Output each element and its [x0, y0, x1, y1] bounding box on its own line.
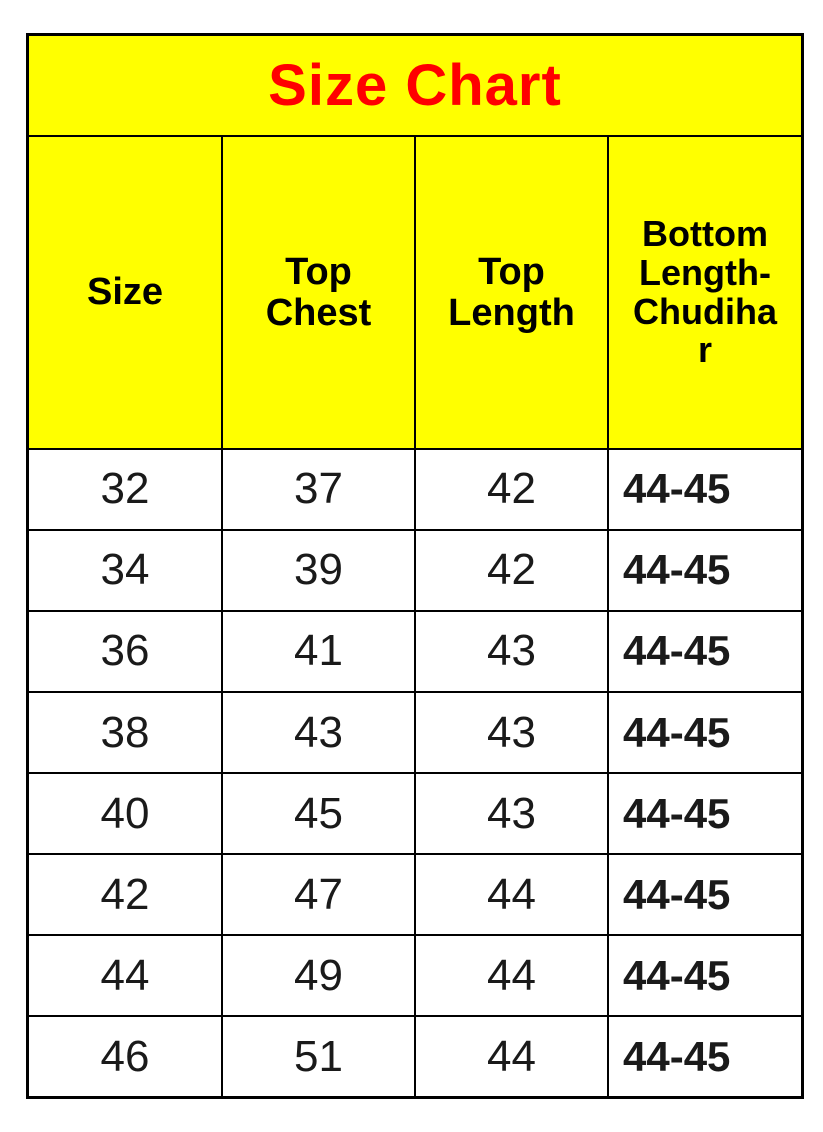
table-row [29, 530, 801, 611]
cell-size: 46 [29, 1016, 222, 1096]
cell-top-length: 44 [415, 1016, 608, 1096]
cell-top-length: 44 [415, 935, 608, 1016]
cell-top-chest: 39 [222, 530, 415, 611]
cell-top-chest: 41 [222, 611, 415, 692]
table-row [29, 449, 801, 530]
cell-bottom-length: 44-45 [608, 773, 801, 854]
column-header-top-chest-line1: Top [285, 250, 352, 293]
cell-size: 38 [29, 692, 222, 773]
cell-top-chest: 37 [222, 449, 415, 530]
table-row [29, 773, 801, 854]
column-header-top-length [415, 136, 608, 449]
column-header-top-chest-line2: Chest [265, 291, 372, 334]
table-row [29, 1016, 801, 1096]
cell-top-chest: 45 [222, 773, 415, 854]
column-header-bottom-line1: Bottom [642, 212, 768, 254]
column-header-top-chest [222, 136, 415, 449]
cell-top-chest: 49 [222, 935, 415, 1016]
table-row [29, 692, 801, 773]
column-header-top-length-line1: Top [478, 250, 545, 293]
cell-top-length: 44 [415, 854, 608, 935]
column-header-bottom-line3: Chudiha [633, 290, 777, 332]
cell-size: 34 [29, 530, 222, 611]
cell-size: 40 [29, 773, 222, 854]
column-header-size-line1: Size [86, 271, 164, 314]
cell-bottom-length: 44-45 [608, 854, 801, 935]
column-header-top-length-line2: Length [448, 291, 575, 334]
size-chart-container [26, 33, 804, 1099]
cell-bottom-length: 44-45 [608, 449, 801, 530]
cell-top-chest: 47 [222, 854, 415, 935]
cell-bottom-length: 44-45 [608, 1016, 801, 1096]
cell-bottom-length: 44-45 [608, 692, 801, 773]
column-header-size [29, 136, 222, 449]
cell-bottom-length: 44-45 [608, 935, 801, 1016]
header-row [29, 136, 801, 449]
cell-size: 44 [29, 935, 222, 1016]
table-row [29, 935, 801, 1016]
cell-top-length: 43 [415, 773, 608, 854]
cell-top-length: 43 [415, 611, 608, 692]
table-row [29, 611, 801, 692]
cell-size: 32 [29, 449, 222, 530]
cell-top-length: 43 [415, 692, 608, 773]
cell-top-length: 42 [415, 449, 608, 530]
column-header-bottom-line2: Length- [639, 251, 771, 293]
cell-size: 36 [29, 611, 222, 692]
title-row [29, 36, 801, 136]
column-header-bottom-line4: r [697, 329, 712, 371]
cell-top-length: 42 [415, 530, 608, 611]
table-row [29, 854, 801, 935]
cell-bottom-length: 44-45 [608, 611, 801, 692]
cell-bottom-length: 44-45 [608, 530, 801, 611]
cell-top-chest: 43 [222, 692, 415, 773]
column-header-bottom-length-chudihar [608, 136, 801, 449]
cell-size: 42 [29, 854, 222, 935]
size-chart-table [29, 36, 801, 1096]
cell-top-chest: 51 [222, 1016, 415, 1096]
chart-title: Size Chart [29, 36, 801, 136]
